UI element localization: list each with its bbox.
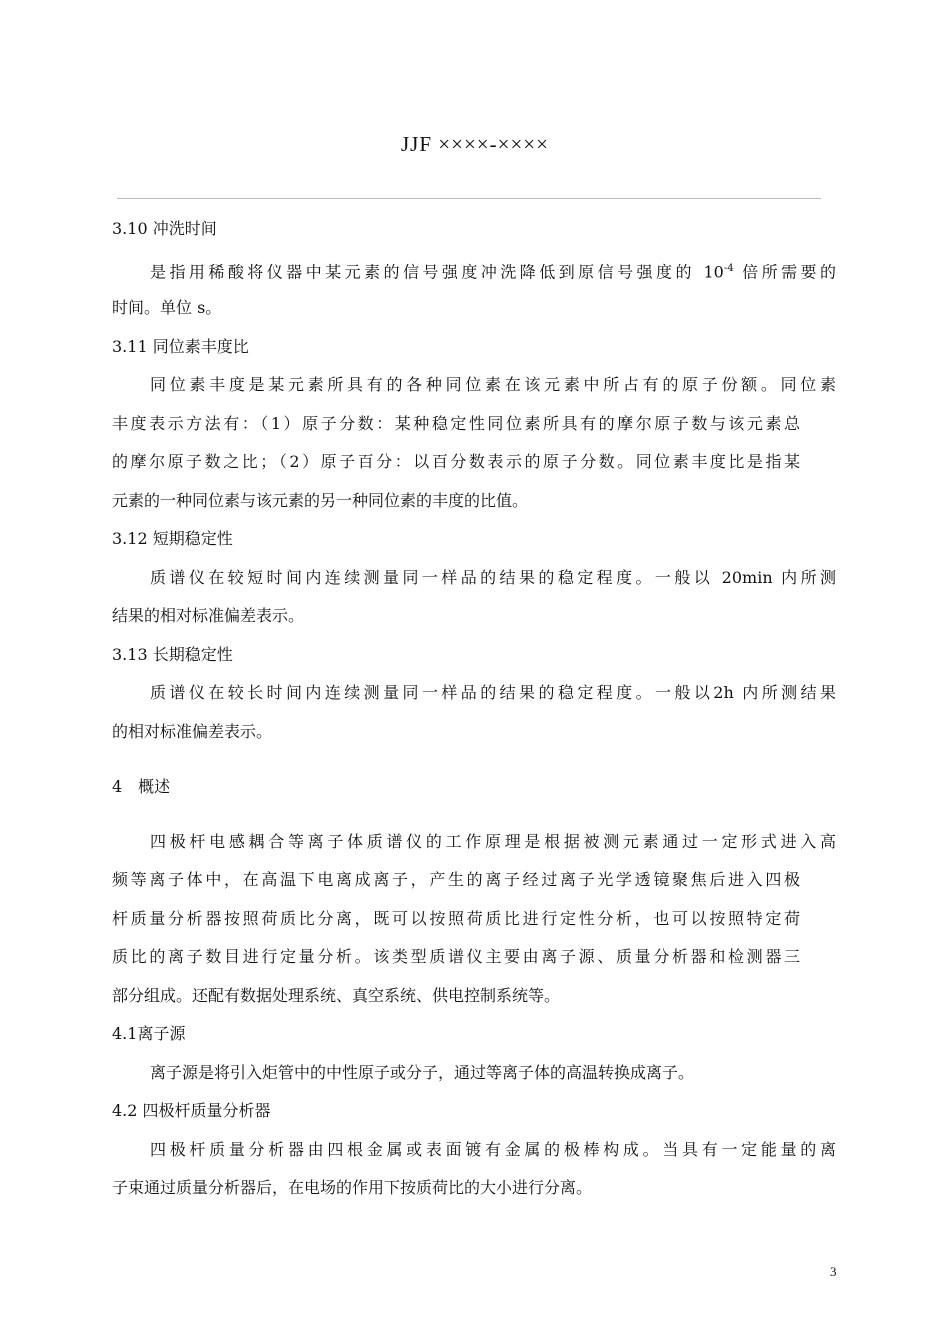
paragraph-line: 结果的相对标准偏差表示。 [112,606,305,625]
section-heading-3-10: 3.10 冲洗时间 [112,219,217,238]
paragraph-line: 时间。单位 s。 [112,298,222,317]
header-divider [117,198,821,199]
paragraph-line: 四极杆质量分析器由四根金属或表面镀有金属的极棒构成。当具有一定能量的离 [150,1140,836,1159]
text-fragment: 是指用稀酸将仪器中某元素的信号强度冲洗降低到原信号强度的 10 [150,262,724,282]
exponent: -4 [723,263,734,274]
paragraph-line: 丰度表示方法有：（1）原子分数：某种稳定性同位素所具有的摩尔原子数与该元素总 [112,414,800,433]
paragraph-line: 质谱仪在较长时间内连续测量同一样品的结果的稳定程度。一般以2h 内所测结果 [150,683,836,702]
paragraph-line: 质谱仪在较短时间内连续测量同一样品的结果的稳定程度。一般以 20min 内所测 [150,568,836,587]
section-heading-3-11: 3.11 同位素丰度比 [112,337,249,356]
paragraph-line: 频等离子体中，在高温下电离成离子，产生的离子经过离子光学透镜聚焦后进入四极 [112,870,800,889]
paragraph-line: 同位素丰度是某元素所具有的各种同位素在该元素中所占有的原子份额。同位素 [150,375,836,394]
paragraph-line: 的摩尔原子数之比；（2）原子百分：以百分数表示的原子分数。同位素丰度比是指某 [112,452,800,471]
section-heading-3-13: 3.13 长期稳定性 [112,645,233,664]
paragraph-line: 的相对标准偏差表示。 [112,722,273,741]
section-heading-4-1: 4.1离子源 [112,1024,186,1043]
paragraph-line: 离子源是将引入炬管中的中性原子或分子，通过等离子体的高温转换成离子。 [150,1063,695,1082]
paragraph-line: 质比的离子数目进行定量分析。该类型质谱仪主要由离子源、质量分析器和检测器三 [112,947,800,966]
document-code-header: JJF ××××-×××× [400,132,549,156]
paragraph-line [150,259,836,282]
paragraph-line: 子束通过质量分析器后，在电场的作用下按质荷比的大小进行分离。 [112,1178,593,1197]
paragraph-line: 杆质量分析器按照荷质比分离，既可以按照荷质比进行定性分析，也可以按照特定荷 [112,909,800,928]
section-heading-3-12: 3.12 短期稳定性 [112,529,233,548]
text-fragment: 倍所需要的 [733,262,836,282]
section-heading-4-2: 4.2 四极杆质量分析器 [112,1101,271,1120]
page-number: 3 [830,1264,837,1279]
section-heading-4: 4 概述 [112,777,171,796]
paragraph-line: 元素的一种同位素与该元素的另一种同位素的丰度的比值。 [112,491,529,510]
paragraph-line: 部分组成。还配有数据处理系统、真空系统、供电控制系统等。 [112,986,561,1005]
paragraph-line: 四极杆电感耦合等离子体质谱仪的工作原理是根据被测元素通过一定形式进入高 [150,832,836,851]
